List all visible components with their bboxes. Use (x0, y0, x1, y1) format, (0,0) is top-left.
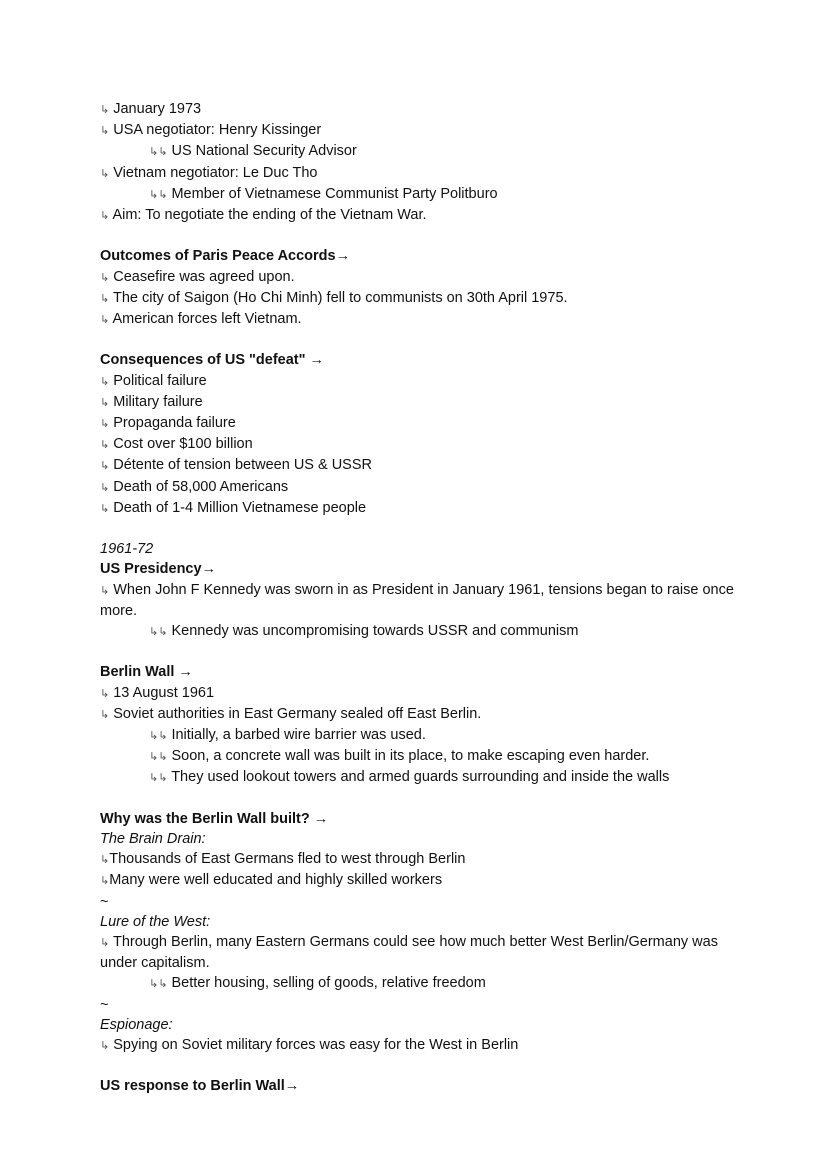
arrow-icon: ↳ (100, 210, 110, 223)
arrow-icon: ↳↳ (149, 751, 168, 764)
bullet-line (100, 267, 740, 288)
line-text: January 1973 (109, 101, 202, 117)
arrow-icon: ↳ (100, 481, 110, 494)
line-text: ~ (100, 996, 109, 1013)
bullet-line (100, 580, 740, 621)
arrow-icon: ↳ (100, 854, 110, 867)
arrow-icon: ↳ (100, 1040, 110, 1053)
line-text: Spying on Soviet military forces was easy for the West in Berlin (109, 1037, 519, 1054)
bullet-line (100, 99, 740, 120)
blank-line (100, 1056, 740, 1076)
blank-line (100, 642, 740, 662)
bullet-line (100, 413, 740, 434)
bullet-line (100, 309, 740, 330)
sub-bullet-line (100, 621, 740, 642)
bullet-line (100, 371, 740, 392)
blank-line (100, 226, 740, 246)
arrow-icon: ↳ (100, 584, 110, 597)
sub-bullet-line (100, 725, 740, 746)
bullet-line (100, 392, 740, 413)
line-text: USA negotiator: Henry Kissinger (109, 122, 322, 139)
bullet-line (100, 849, 740, 870)
sub-bullet-line (100, 184, 740, 205)
text-line (100, 892, 740, 912)
section-heading (100, 246, 740, 266)
line-text: 1961-72 (100, 541, 154, 558)
line-text: When John F Kennedy was sworn in as President in January 1961, tensions began to raise once more. (100, 581, 738, 619)
bullet-line (100, 205, 740, 226)
subheading (100, 539, 740, 559)
arrow-icon: ↳↳ (149, 730, 168, 743)
line-text: Soon, a concrete wall was built in its place, to make escaping even harder. (167, 748, 650, 765)
line-text: Détente of tension between US & USSR (109, 457, 372, 474)
line-text: The city of Saigon (Ho Chi Minh) fell to communists on 30th April 1975. (109, 289, 568, 306)
line-text: Initially, a barbed wire barrier was used. (167, 727, 426, 744)
sub-bullet-line (100, 141, 740, 162)
line-text: Thousands of East Germans fled to west through Berlin (109, 851, 466, 868)
arrow-icon: ↳ (100, 937, 110, 950)
blank-line (100, 330, 740, 350)
arrow-icon: ↳ (100, 104, 110, 116)
arrow-icon: ↳↳ (149, 626, 168, 639)
line-text: They used lookout towers and armed guards surrounding and inside the walls (167, 769, 670, 786)
bullet-line (100, 1035, 740, 1056)
arrow-icon: ↳↳ (149, 772, 168, 785)
line-text: Vietnam negotiator: Le Duc Tho (109, 164, 318, 181)
bullet-line (100, 498, 740, 519)
arrow-icon: ↳ (100, 271, 110, 284)
subheading (100, 1015, 740, 1035)
line-text: US Presidency→ (100, 561, 217, 578)
arrow-icon: ↳↳ (149, 188, 168, 201)
line-text: American forces left Vietnam. (109, 311, 302, 328)
line-text: Member of Vietnamese Communist Party Politburo (167, 185, 498, 202)
text-line (100, 995, 740, 1015)
line-text: Through Berlin, many Eastern Germans could see how much better West Berlin/Germany was under capitalism. (100, 934, 722, 972)
section-heading (100, 809, 740, 829)
sub-bullet-line (100, 973, 740, 994)
line-text: Propaganda failure (109, 415, 236, 432)
bullet-line (100, 120, 740, 141)
document-page (100, 99, 740, 1097)
bullet-line (100, 288, 740, 309)
line-text: Aim: To negotiate the ending of the Vietnam War. (109, 207, 427, 224)
arrow-icon: ↳ (100, 418, 110, 431)
line-text: Cost over $100 billion (109, 436, 253, 453)
blank-line (100, 519, 740, 539)
line-text: Espionage: (100, 1016, 173, 1033)
line-text: Berlin Wall → (100, 664, 193, 681)
line-text: Kennedy was uncompromising towards USSR and communism (167, 623, 579, 640)
bullet-line (100, 434, 740, 455)
line-text: Lure of the West: (100, 913, 211, 930)
line-text: Political failure (109, 372, 207, 389)
line-text: Outcomes of Paris Peace Accords→ (100, 248, 351, 265)
line-text: Consequences of US "defeat" → (100, 352, 325, 369)
line-text: Why was the Berlin Wall built? → (100, 810, 329, 827)
line-text: Death of 58,000 Americans (109, 478, 289, 495)
arrow-icon: ↳ (100, 375, 110, 388)
arrow-icon: ↳↳ (149, 146, 168, 159)
arrow-icon: ↳ (100, 396, 110, 409)
sub-bullet-line (100, 746, 740, 767)
bullet-line (100, 163, 740, 184)
bullet-line (100, 455, 740, 476)
line-text: Military failure (109, 393, 203, 410)
arrow-icon: ↳ (100, 125, 110, 138)
line-text: The Brain Drain: (100, 831, 206, 848)
arrow-icon: ↳ (100, 314, 110, 327)
line-text: ~ (100, 893, 109, 910)
sub-bullet-line (100, 767, 740, 788)
line-text: US response to Berlin Wall→ (100, 1078, 300, 1095)
arrow-icon: ↳ (100, 687, 110, 700)
arrow-icon: ↳ (100, 708, 110, 721)
section-heading (100, 559, 740, 579)
section-heading (100, 662, 740, 682)
line-text: Ceasefire was agreed upon. (109, 268, 295, 285)
section-heading (100, 350, 740, 370)
bullet-line (100, 870, 740, 891)
section-heading (100, 1076, 740, 1096)
bullet-line (100, 477, 740, 498)
subheading (100, 912, 740, 932)
arrow-icon: ↳↳ (149, 978, 168, 991)
arrow-icon: ↳ (100, 502, 110, 515)
line-text: Many were well educated and highly skilled workers (109, 872, 443, 889)
arrow-icon: ↳ (100, 292, 110, 305)
bullet-line (100, 932, 740, 973)
arrow-icon: ↳ (100, 875, 110, 888)
line-text: US National Security Advisor (167, 143, 357, 160)
line-text: Soviet authorities in East Germany sealed off East Berlin. (109, 705, 482, 722)
arrow-icon: ↳ (100, 439, 110, 452)
subheading (100, 829, 740, 849)
line-text: Better housing, selling of goods, relative freedom (167, 975, 486, 992)
bullet-line (100, 704, 740, 725)
line-text: Death of 1-4 Million Vietnamese people (109, 499, 367, 516)
arrow-icon: ↳ (100, 460, 110, 473)
line-text: 13 August 1961 (109, 684, 215, 701)
arrow-icon: ↳ (100, 167, 110, 180)
bullet-line (100, 683, 740, 704)
blank-line (100, 789, 740, 809)
